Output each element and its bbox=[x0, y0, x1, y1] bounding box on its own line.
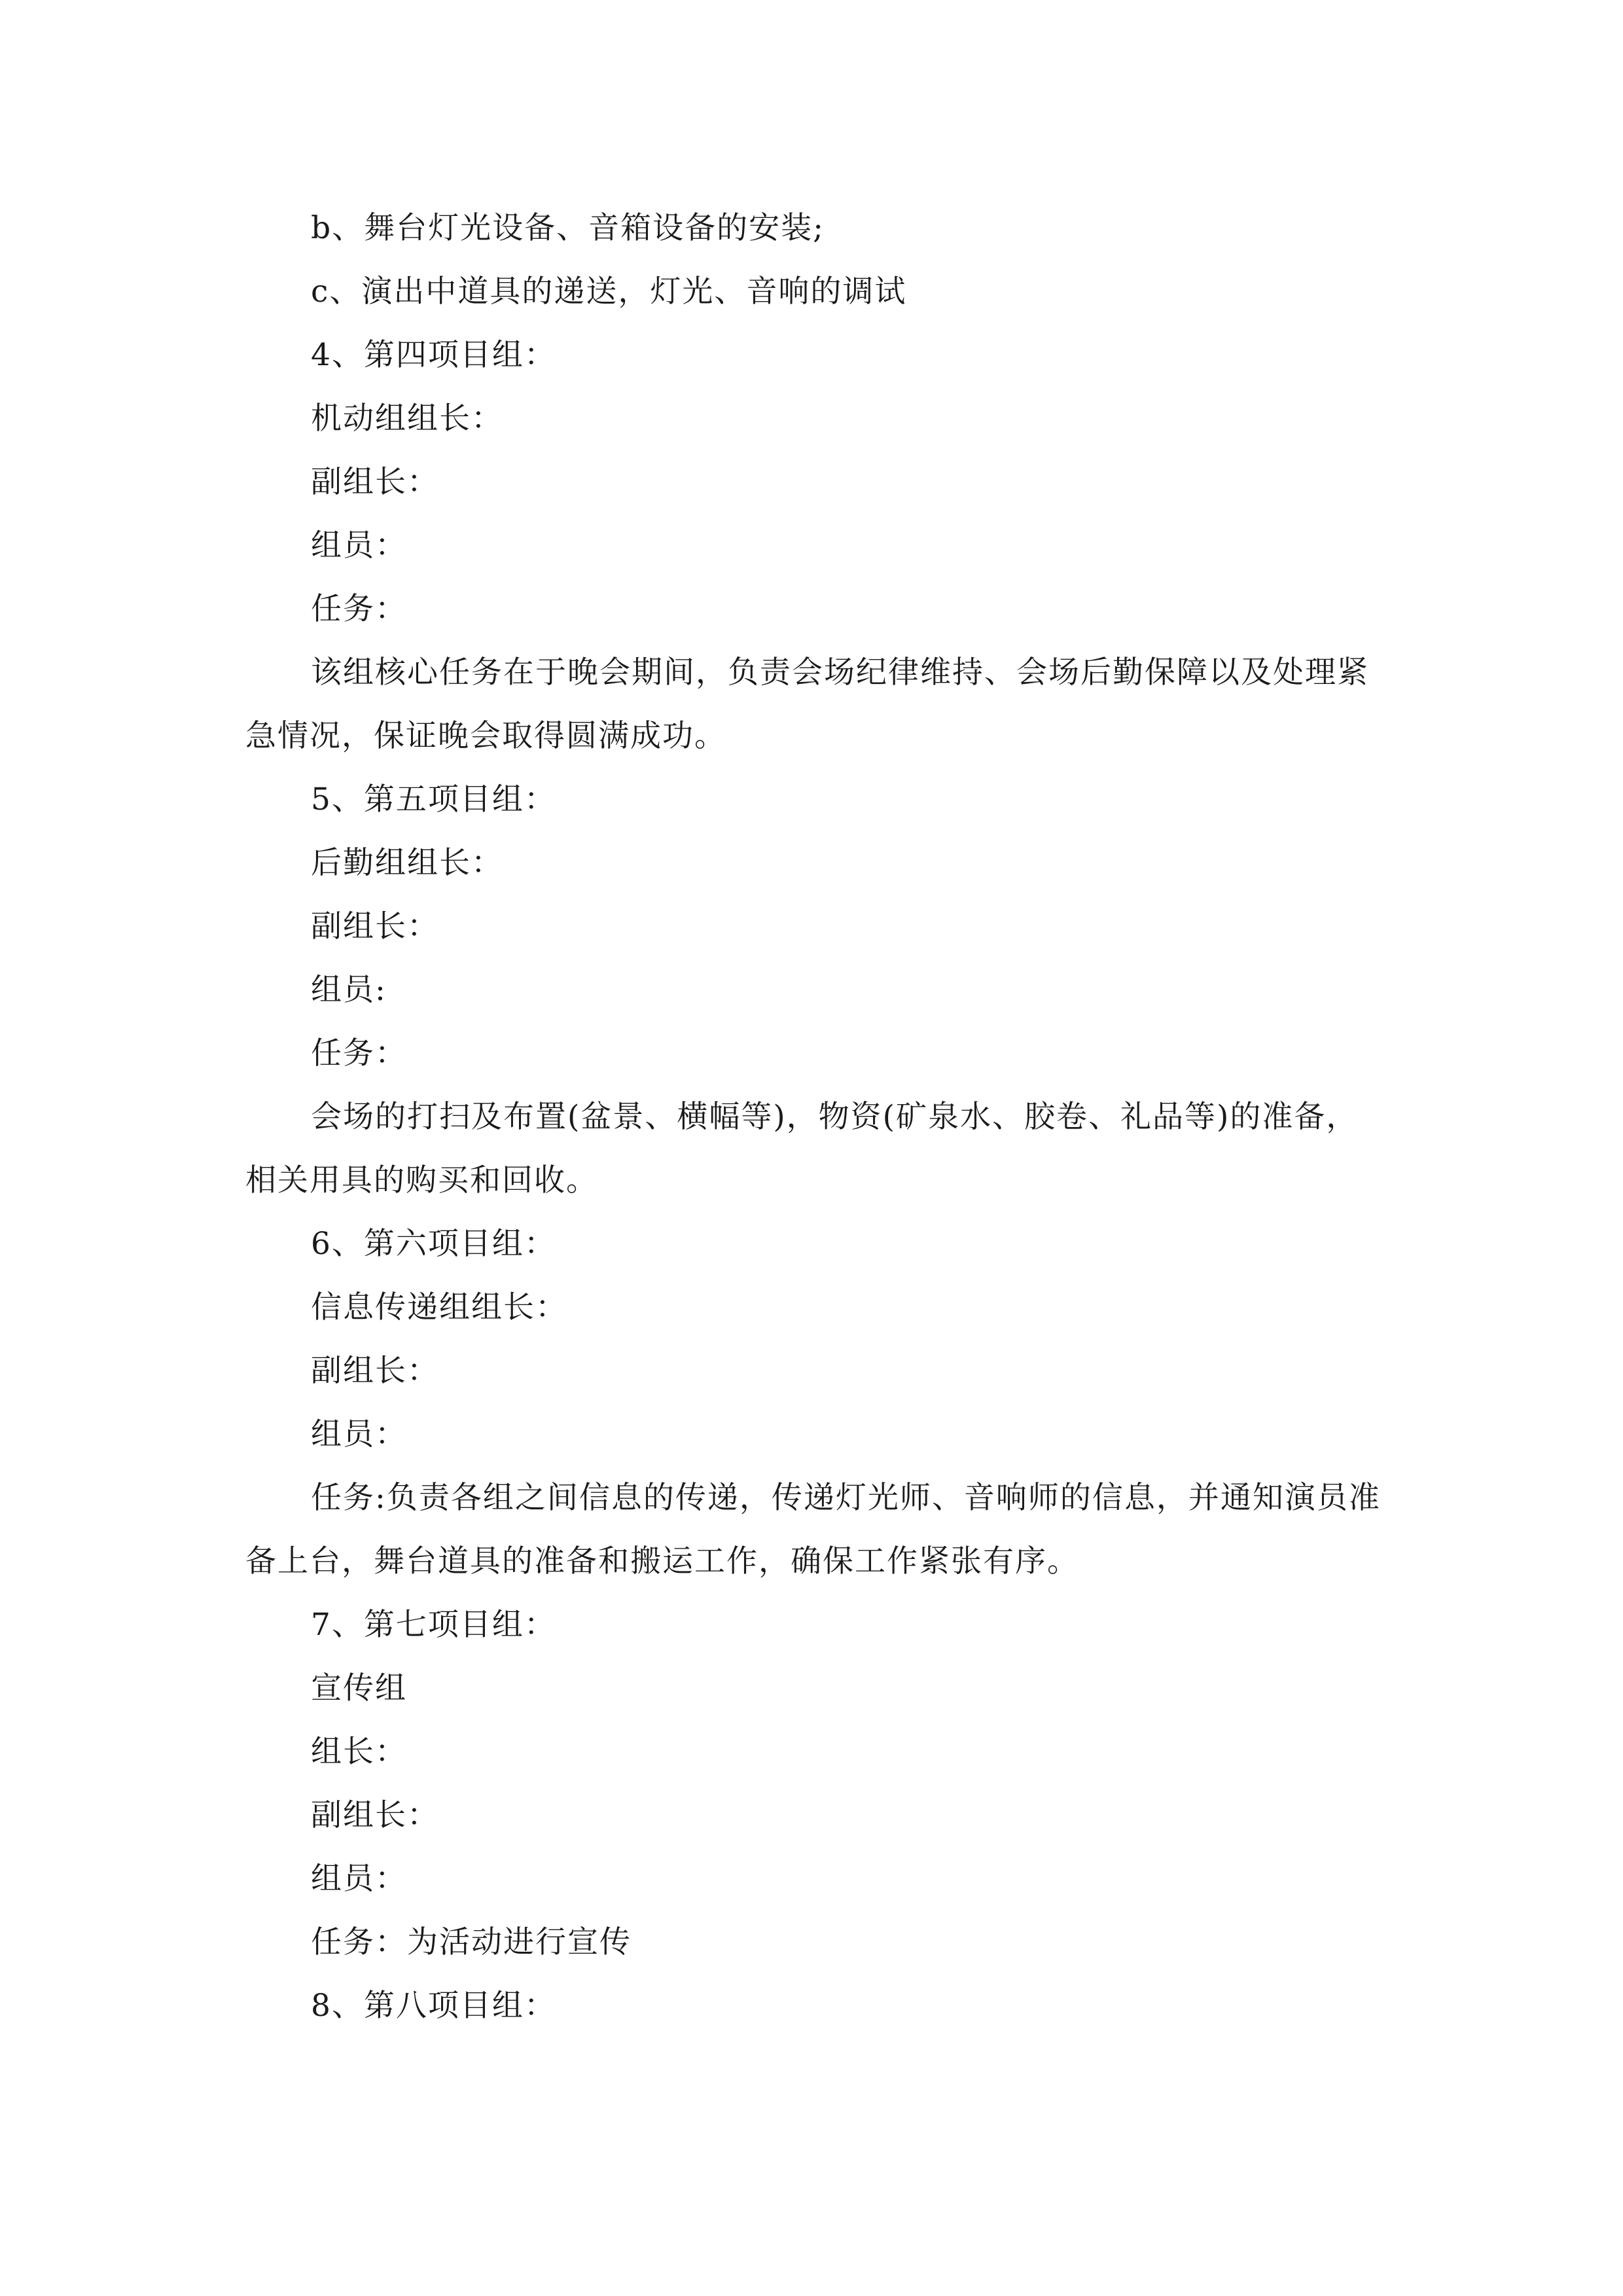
section-heading: 4、第四项目组： bbox=[311, 337, 556, 373]
section-heading: 6、第六项目组： bbox=[311, 1226, 556, 1262]
section-heading: 7、第七项目组： bbox=[311, 1607, 556, 1643]
paragraph: c、演出中道具的递送，灯光、音响的调试 bbox=[311, 274, 907, 310]
paragraph: 信息传递组组长： bbox=[311, 1289, 567, 1325]
paragraph: 任务：为活动进行宣传 bbox=[311, 1924, 632, 1960]
section-heading: 5、第五项目组： bbox=[311, 781, 556, 817]
paragraph: 后勤组组长： bbox=[311, 845, 503, 881]
paragraph: 组员： bbox=[311, 1861, 407, 1897]
paragraph: 机动组组长： bbox=[311, 401, 503, 437]
paragraph: 组员： bbox=[311, 528, 407, 564]
document-body bbox=[245, 196, 1384, 2037]
paragraph: 组长： bbox=[311, 1734, 407, 1770]
paragraph: 任务:负责各组之间信息的传递，传递灯光师、音响师的信息，并通知演员准备上台，舞台道具的准备和搬运工作，确保工作紧张有序。 bbox=[245, 1480, 1381, 1579]
paragraph: 会场的打扫及布置(盆景、横幅等)，物资(矿泉水、胶卷、礼品等)的准备，相关用具的购买和回收。 bbox=[245, 1099, 1359, 1198]
paragraph: 任务： bbox=[311, 591, 407, 627]
paragraph: 副组长： bbox=[311, 1353, 439, 1389]
paragraph: 该组核心任务在于晚会期间，负责会场纪律维持、会场后勤保障以及处理紧急情况，保证晚会取得圆满成功。 bbox=[245, 655, 1369, 754]
paragraph: 任务： bbox=[311, 1035, 407, 1071]
paragraph: 宣传组 bbox=[311, 1670, 407, 1706]
paragraph: 组员: bbox=[311, 972, 387, 1008]
paragraph: 副组长： bbox=[311, 464, 439, 500]
paragraph: 副组长： bbox=[311, 1797, 439, 1833]
paragraph: 组员： bbox=[311, 1416, 407, 1452]
section-heading: 8、第八项目组： bbox=[311, 1988, 556, 2024]
paragraph: 副组长： bbox=[311, 908, 439, 944]
paragraph: b、舞台灯光设备、音箱设备的安装; bbox=[311, 210, 825, 246]
